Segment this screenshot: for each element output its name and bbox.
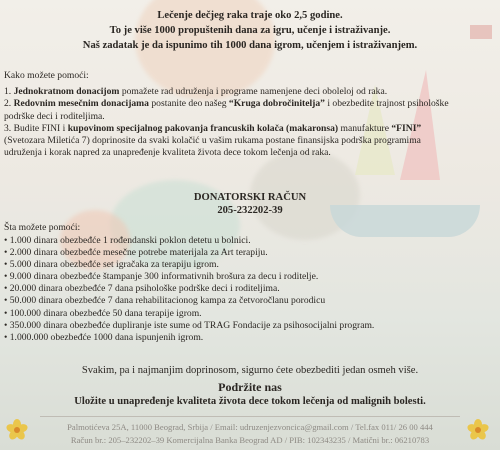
help-item-2-bold: Redovnim mesečnim donacijama [13, 98, 149, 110]
donation-item: • 50.000 dinara obezbeđće 7 dana rehabilitacionog kampa za četvoročlanu porodicu [4, 295, 326, 307]
help-item-3: 3. Budite FINI i kupovinom specijalnog pakovanja francuskih kolača (makaronsa) manufakture “FINI” (Svetozara Miletića 7) doprinosite da svaki kolačić u vašim rukama postane finansijska podrška programima udruženja i korak napred za unapređenje kvaliteta života dece tokom lečenja od raka. [4, 122, 422, 159]
account-title: DONATORSKI RAČUN [193, 192, 307, 203]
donation-item: • 100.000 dinara obezbeđće 50 dana terapije igrom. [4, 307, 202, 319]
help-item-2-bold-2: “Kruga dobročinitelja” [228, 98, 325, 110]
donations-list [4, 235, 474, 344]
donations-title: Šta možete pomoći: [4, 222, 81, 233]
help-item-3-bold: kupovinom specijalnog pakovanja francuskih kolača (makaronsa) [67, 122, 339, 134]
help-item-3-bold-2: “FINI” [391, 122, 422, 134]
intro-heading [0, 8, 500, 53]
closing-line-2: Podržite nas [218, 380, 282, 394]
account-number: 205-232202-39 [217, 205, 283, 216]
help-item-1: 1. Jednokratnom donacijom pomažete rad udruženja i programe namenjene deci obolelој od raka. [4, 86, 388, 97]
help-item-2: 2. Redovnim mesečnim donacijama postanite deo našeg “Kruga dobročinitelja” i obezbedite trajnost psihološke podrške deci i roditeljima. [4, 98, 449, 122]
donation-item: • 20.000 dinara obezbeđće 7 dana psihološke podrške deci i roditeljima. [4, 283, 280, 295]
donation-item: • 1.000 dinara obezbeđće 1 rođendanski poklon detetu u bolnici. [4, 235, 251, 246]
donation-item: • 5.000 dinara obezbeđće set igračaka za terapiju igrom. [4, 259, 219, 271]
help-item-1-bold: Jednokratnom donacijom [13, 86, 120, 97]
help-list [4, 86, 456, 160]
help-title: Kako možete pomoći: [4, 70, 89, 81]
donation-item: • 2.000 dinara obezbeđće mesečne potrebe materijala za Art terapiju. [4, 247, 268, 259]
donation-item: • 350.000 dinara obezbeđće dupliranje iste sume od TRAG Fondacije za psihosocijalni program. [4, 319, 375, 331]
donation-item: • 9.000 dinara obezbeđće štampanje 300 informativnih brošura za decu i roditelje. [4, 271, 319, 283]
intro-line-2: To je više 1000 propuštenih dana za igru, učenje i istraživanje. [109, 25, 391, 36]
donation-item: • 1.000.000 obezbeđće 1000 dana ispunjenih igrom. [4, 331, 204, 343]
footer-contact: Palmotićeva 25A, 11000 Beograd, Srbija / Email: udruzenjezvoncica@gmail.com / Tel.fax 011/ 26 00 444 [67, 422, 433, 432]
intro-line-1: Lečenje dečjeg raka traje oko 2,5 godine. [157, 10, 343, 21]
closing-line-1: Svakim, pa i najmanjim doprinosom, sigurno ćete obezbediti jedan osmeh više. [81, 365, 419, 376]
donor-account [0, 191, 500, 217]
intro-line-3: Naš zadatak je da ispunimo tih 1000 dana igrom, učenjem i istraživanjem. [82, 40, 418, 51]
footer-bank: Račun br.: 205–232202–39 Komercijalna Banka Beograd AD / PIB: 102343235 / Matični br.: 06210783 [70, 435, 430, 445]
closing-line-3: Uložite u unapređenje kvaliteta života dece tokom lečenja od malignih bolesti. [74, 396, 426, 407]
footer-divider [40, 416, 460, 417]
